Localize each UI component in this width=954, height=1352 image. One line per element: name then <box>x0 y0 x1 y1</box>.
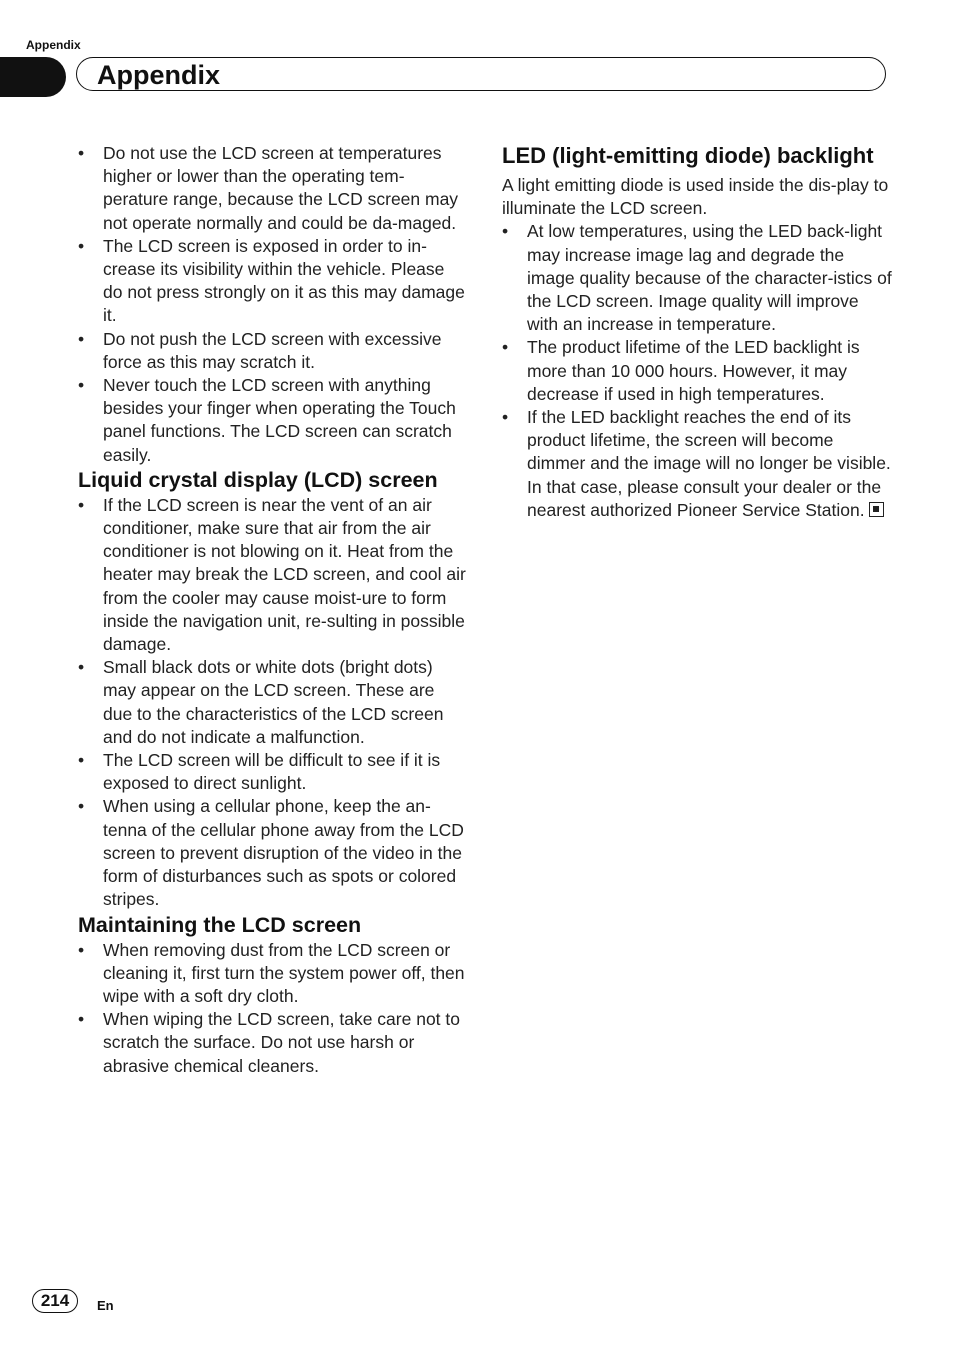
bullet-icon: • <box>78 328 85 349</box>
list-item-text: The LCD screen will be difficult to see if it is exposed to direct sunlight. <box>103 750 441 794</box>
bullet-icon: • <box>502 407 509 428</box>
lcd-bullet-list <box>78 494 466 912</box>
running-head: Appendix <box>26 38 81 52</box>
title-bar <box>76 57 886 91</box>
list-item <box>78 749 466 795</box>
maintaining-section-heading: Maintaining the LCD screen <box>78 912 362 937</box>
lcd-section-heading: Liquid crystal display (LCD) screen <box>78 467 438 492</box>
list-item-text: Small black dots or white dots (bright dots) may appear on the LCD screen. These are due to the characteristics of the LCD screen and do not indicate a malfunction. <box>103 657 444 747</box>
right-column <box>502 142 892 522</box>
list-item <box>78 374 466 467</box>
list-item-text: Do not push the LCD screen with excessive force as this may scratch it. <box>103 328 442 372</box>
list-item-text: When removing dust from the LCD screen or cleaning it, first turn the system power off, then wipe with a soft dry cloth. <box>103 939 465 1006</box>
list-item-text: When wiping the LCD screen, take care not to scratch the surface. Do not use harsh or abrasive chemical cleaners. <box>103 1009 460 1076</box>
bullet-icon: • <box>78 657 85 678</box>
list-item <box>502 220 892 336</box>
list-item-text: The LCD screen is exposed in order to in-crease its visibility within the vehicle. Please do not press strongly on it as this may damage it. <box>103 235 465 326</box>
section-tab-marker <box>0 57 66 97</box>
list-item <box>78 795 466 911</box>
list-item <box>78 656 466 749</box>
left-column <box>78 142 466 1078</box>
bullet-icon: • <box>78 939 85 960</box>
bullet-icon: • <box>78 494 85 515</box>
bullet-icon: • <box>78 750 85 771</box>
list-item-text: At low temperatures, using the LED back-light may increase image lag and degrade the image quality because of the character-istics of the LCD screen. Image quality will improve with an increase in temperature. <box>527 221 892 335</box>
list-item-text: Do not use the LCD screen at temperatures higher or lower than the operating tem-perature range, because the LCD screen may not operate normally and could be da-maged. <box>103 143 459 233</box>
list-item <box>78 939 466 1009</box>
list-item <box>78 1008 466 1078</box>
language-label: En <box>97 1298 114 1313</box>
list-item-text: When using a cellular phone, keep the an-tenna of the cellular phone away from the LCD screen to prevent disruption of the video in the form of disturbances such as spots or colored stripes. <box>103 796 464 910</box>
list-item <box>78 142 466 235</box>
bullet-icon: • <box>78 796 85 817</box>
list-item <box>78 494 466 656</box>
bullet-icon: • <box>78 235 85 256</box>
led-bullet-list <box>502 220 892 522</box>
bullet-icon: • <box>78 143 85 163</box>
led-section-heading: LED (light-emitting diode) backlight <box>502 143 874 168</box>
page-title: Appendix <box>97 60 221 90</box>
list-item <box>502 406 892 522</box>
intro-bullet-list <box>78 142 466 467</box>
list-item-text: If the LED backlight reaches the end of its product lifetime, the screen will become dimmer and the image will no longer be visible. In that case, please consult your dealer or the nearest authorized Pioneer Service Station. <box>527 407 891 520</box>
page-number-badge: 214 <box>32 1289 78 1313</box>
end-of-section-icon <box>869 502 884 517</box>
list-item-text: If the LCD screen is near the vent of an air conditioner, make sure that air from the air conditioner is not blowing on it. Heat from the heater may break the LCD screen, and cool air from the cooler may cause moist-ure to form inside the navigation unit, re-sulting in possible damage. <box>103 494 466 655</box>
bullet-icon: • <box>78 375 85 396</box>
bullet-icon: • <box>78 1009 85 1030</box>
list-item <box>78 328 466 374</box>
bullet-icon: • <box>502 337 509 358</box>
list-item <box>78 235 466 328</box>
maintaining-bullet-list <box>78 939 466 1078</box>
list-item <box>502 336 892 406</box>
list-item-text: The product lifetime of the LED backlight is more than 10 000 hours. However, it may decrease if used in high temperatures. <box>527 337 860 404</box>
led-intro-text: A light emitting diode is used inside the dis-play to illuminate the LCD screen. <box>502 175 889 219</box>
list-item-text: Never touch the LCD screen with anything besides your finger when operating the Touch panel functions. The LCD screen can scratch easily. <box>103 375 456 465</box>
bullet-icon: • <box>502 221 509 242</box>
